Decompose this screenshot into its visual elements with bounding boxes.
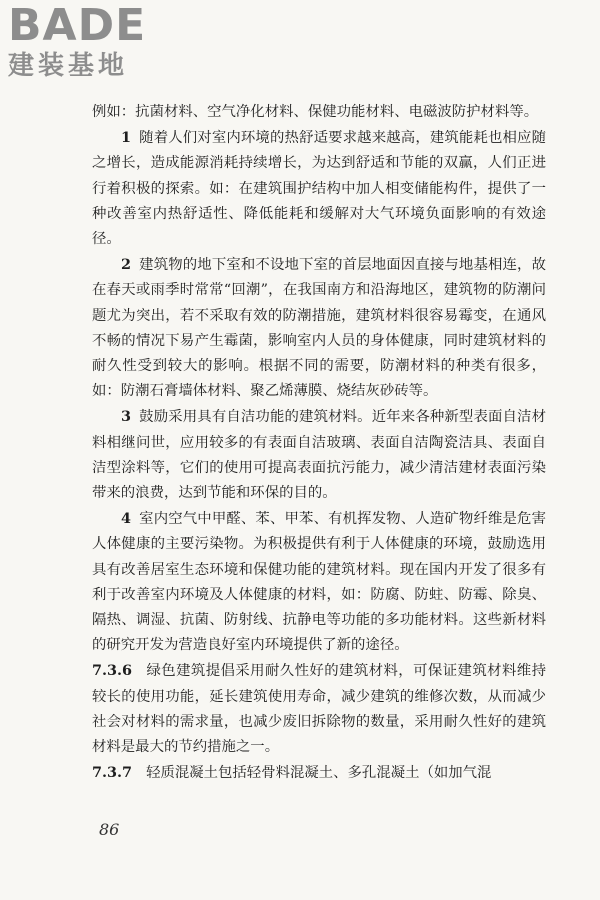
section-number: 7.3.6 — [92, 662, 133, 680]
item-text: 鼓励采用具有自洁功能的建筑材料。近年来各种新型表面自洁材料相继问世，应用较多的有表面自洁玻璃、表面自洁陶瓷洁具、表面自洁型涂料等，它们的使用可提高表面抗污能力，减少清洁建材表面污染带来的浪费，达到节能和环保的目的。 — [92, 409, 546, 502]
section-text: 绿色建筑提倡采用耐久性好的建筑材料，可保证建筑材料维持较长的使用功能，延长建筑使用寿命，减少建筑的维修次数，从而减少社会对材料的需求量，也减少废旧拆除物的数量，采用耐久性好的建筑材料是最大的节约措施之一。 — [92, 663, 546, 756]
page-body — [92, 100, 546, 786]
item-paragraph — [92, 252, 546, 404]
section-text: 轻质混凝土包括轻骨料混凝土、多孔混凝土（如加气混 — [146, 765, 492, 782]
item-paragraph — [92, 506, 546, 658]
item-text: 建筑物的地下室和不设地下室的首层地面因直接与地基相连，故在春天或雨季时常常“回潮”，在我国南方和沿海地区，建筑物的防潮问题尤为突出，若不采取有效的防潮措施，建筑材料很容易霉变，在通风不畅的情况下易产生霉菌，影响室内人员的身体健康，同时建筑材料的耐久性受到较大的影响。根据不同的需要，防潮材料的种类有很多，如：防潮石膏墙体材料、聚乙烯薄膜、烧结灰砂砖等。 — [92, 257, 546, 400]
item-number: 2 — [121, 256, 132, 274]
item-text: 随着人们对室内环境的热舒适要求越来越高，建筑能耗也相应随之增长，造成能源消耗持续增长，为达到舒适和节能的双赢，人们正进行着积极的探索。如：在建筑围护结构中加人相变储能构件，提供了一种改善室内热舒适性、降低能耗和缓解对大气环境负面影响的有效途径。 — [92, 130, 546, 248]
watermark-latin: BADE — [8, 0, 147, 51]
item-paragraph — [92, 125, 546, 252]
watermark-cn: 建装基地 — [8, 51, 129, 81]
section-paragraph — [92, 760, 546, 786]
item-number: 1 — [121, 129, 132, 147]
section-number: 7.3.7 — [92, 764, 133, 782]
watermark-logo — [8, 0, 178, 88]
intro-paragraph: 例如：抗菌材料、空气净化材料、保健功能材料、电磁波防护材料等。 — [92, 104, 539, 120]
item-paragraph — [92, 404, 546, 506]
page-number: 86 — [99, 820, 120, 839]
item-number: 4 — [121, 510, 132, 528]
item-text: 室内空气中甲醛、苯、甲苯、有机挥发物、人造矿物纤维是危害人体健康的主要污染物。为积极提供有利于人体健康的环境，鼓励选用具有改善居室生态环境和保健功能的建筑材料。现在国内开发了很多有利于改善室内环境及人体健康的材料，如：防腐、防蛀、防霉、除臭、隔热、调湿、抗菌、防射线、抗静电等功能的多功能材料。这些新材料的研究开发为营造良好室内环境提供了新的途径。 — [92, 511, 546, 654]
item-number: 3 — [121, 408, 132, 426]
section-paragraph — [92, 658, 546, 760]
